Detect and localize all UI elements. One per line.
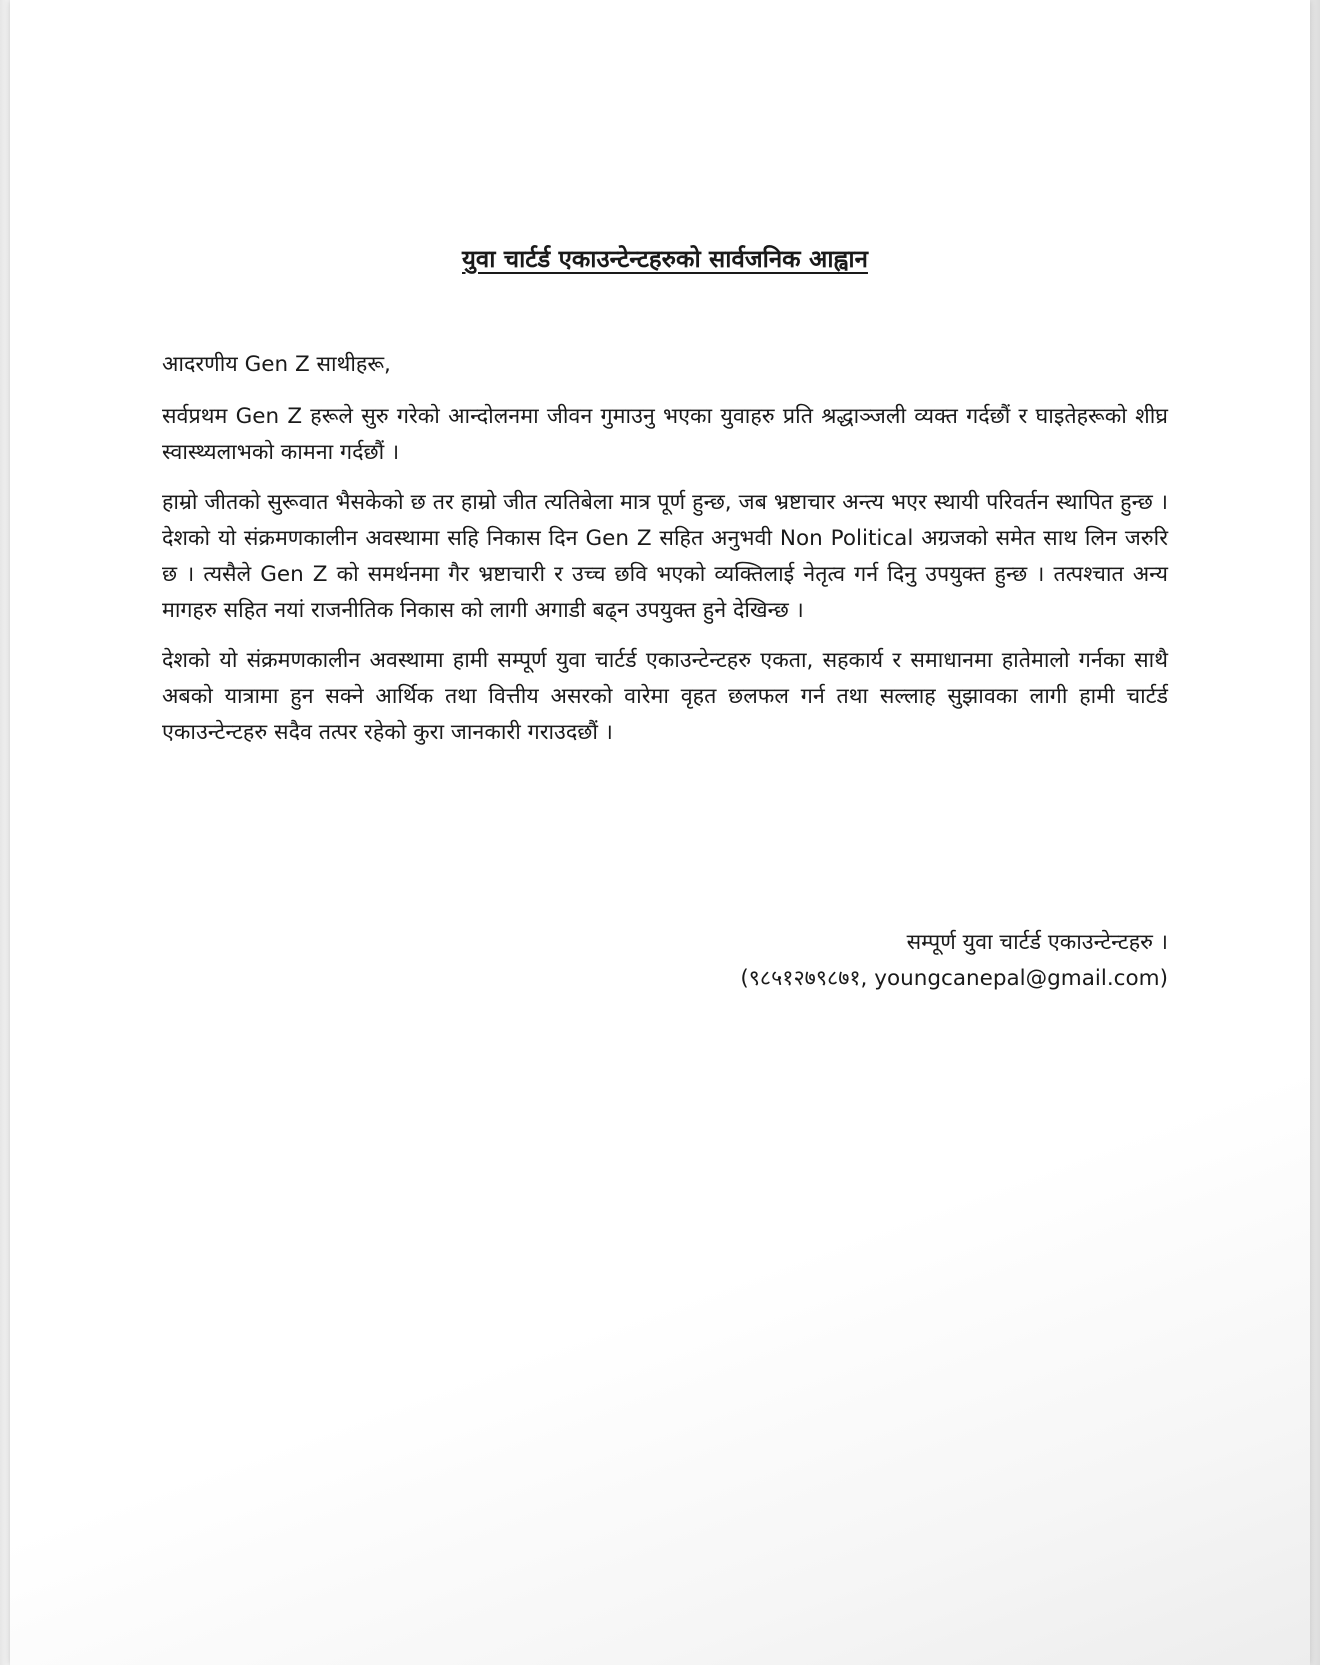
- signature-block: [162, 925, 1168, 997]
- paragraph-transition: हाम्रो जीतको सुरूवात भैसकेको छ तर हाम्रो जीत त्यतिबेला मात्र पूर्ण हुन्छ, जब भ्रष्टाचार अन्त्य भएर स्थायी परिवर्तन स्थापित हुन्छ । देशको यो संक्रमणकालीन अवस्थामा सहि निकास दिन Gen Z सहित अनुभवी Non Political अग्रजको समेत साथ लिन जरुरि छ । त्यसैले Gen Z को समर्थनमा गैर भ्रष्टाचारी र उच्च छवि भएको व्यक्तिलाई नेतृत्व गर्न दिनु उपयुक्त हुन्छ । तत्पश्चात अन्य मागहरु सहित नयां राजनीतिक निकास को लागी अगाडी बढ्न उपयुक्त हुने देखिन्छ ।: [162, 490, 1168, 623]
- document-body: [162, 243, 1168, 751]
- paragraph-commitment: देशको यो संक्रमणकालीन अवस्थामा हामी सम्पूर्ण युवा चार्टर्ड एकाउन्टेन्टहरु एकता, सहकार्य र समाधानमा हातेमालो गर्नका साथै अबको यात्रामा हुन सक्ने आर्थिक तथा वित्तीय असरको वारेमा वृहत छलफल गर्न तथा सल्लाह सुझावका लागी हामी चार्टर्ड एकाउन्टेन्टहरु सदैव तत्पर रहेको कुरा जानकारी गराउदछौं ।: [162, 648, 1169, 745]
- document-page: [10, 0, 1310, 1665]
- signature-contact: (९८५१२७९८७१, youngcanepal@gmail.com): [740, 966, 1168, 991]
- salutation: आदरणीय Gen Z साथीहरू,: [162, 352, 391, 377]
- paragraph-condolence: सर्वप्रथम Gen Z हरूले सुरु गरेको आन्दोलनमा जीवन गुमाउनु भएका युवाहरु प्रति श्रद्धाञ्जली व्यक्त गर्दछौं र घाइतेहरूको शीघ्र स्वास्थ्यलाभको कामना गर्दछौं ।: [162, 404, 1168, 465]
- document-title: [162, 243, 1168, 275]
- document-title-text: युवा चार्टर्ड एकाउन्टेन्टहरुको सार्वजनिक आह्वान: [462, 245, 868, 273]
- signature-name: सम्पूर्ण युवा चार्टर्ड एकाउन्टेन्टहरु ।: [906, 930, 1168, 955]
